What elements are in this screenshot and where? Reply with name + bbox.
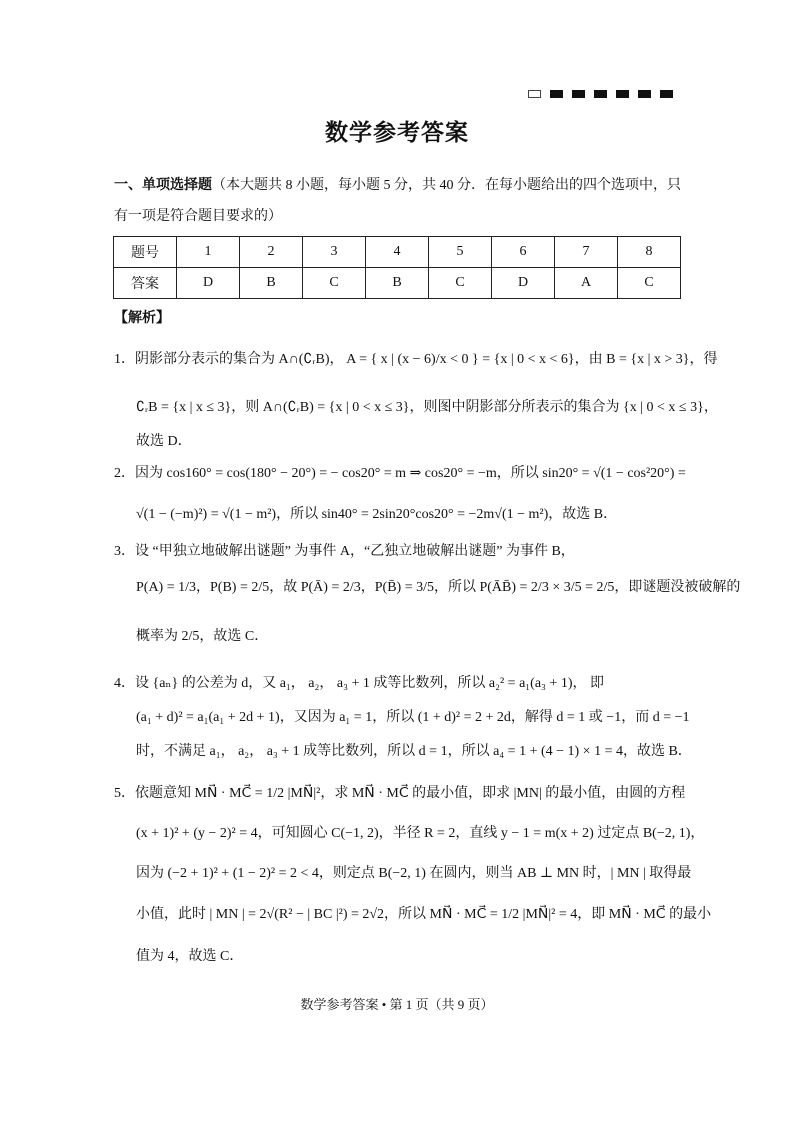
- solution-line: 小值，此时 | MN | = 2√(R² − | BC |²) = 2√2，所以 MN⃗ · MC⃗ = 1/2 |MN⃗|² = 4，即 MN⃗ · MC⃗ 的最小: [136, 907, 712, 922]
- solution-line: 4．设 {aₙ} 的公差为 d，又 a₁， a₂， a₃ + 1 成等比数列，所以 a₂² = a₁(a₃ + 1)， 即: [114, 676, 604, 691]
- table-row-answers: [114, 268, 681, 299]
- page-footer: 数学参考答案 • 第 1 页（共 9 页）: [300, 997, 494, 1012]
- analysis-label: 【解析】: [114, 311, 170, 326]
- filled-square-mark: [660, 90, 673, 98]
- filled-square-mark: [572, 90, 585, 98]
- question-number: 5: [429, 237, 492, 268]
- answer-cell: A: [555, 268, 618, 299]
- solution-line: (x + 1)² + (y − 2)² = 4，可知圆心 C(−1, 2)，半径 R = 2，直线 y − 1 = m(x + 2) 过定点 B(−2, 1)，: [136, 826, 705, 841]
- answer-cell: B: [366, 268, 429, 299]
- filled-square-mark: [616, 90, 629, 98]
- answer-cell: C: [429, 268, 492, 299]
- solution-line: 3．设 “甲独立地破解出谜题” 为事件 A，“乙独立地破解出谜题” 为事件 B，: [114, 544, 575, 559]
- filled-square-mark: [638, 90, 651, 98]
- question-number: 6: [492, 237, 555, 268]
- solution-line: 概率为 2/5，故选 C．: [136, 629, 269, 644]
- section-description: （本大题共 8 小题，每小题 5 分，共 40 分．在每小题给出的四个选项中，只: [212, 178, 681, 193]
- row-label: 题号: [114, 237, 177, 268]
- question-number: 8: [618, 237, 681, 268]
- answer-cell: C: [618, 268, 681, 299]
- question-number: 7: [555, 237, 618, 268]
- section-description-2: 有一项是符合题目要求的）: [114, 209, 282, 224]
- question-number: 1: [177, 237, 240, 268]
- section-heading-line: [114, 174, 681, 194]
- header-marks: [528, 90, 673, 98]
- table-row-numbers: [114, 237, 681, 268]
- question-number: 2: [240, 237, 303, 268]
- question-number: 4: [366, 237, 429, 268]
- answer-table: [113, 236, 681, 299]
- solution-line: 2．因为 cos160° = cos(180° − 20°) = − cos20° = m ⇒ cos20° = −m，所以 sin20° = √(1 − cos²20°) =: [114, 466, 686, 481]
- page-title: 数学参考答案: [325, 119, 469, 146]
- question-number: 3: [303, 237, 366, 268]
- solution-line: 5．依题意知 MN⃗ · MC⃗ = 1/2 |MN⃗|²，求 MN⃗ · MC⃗ 的最小值，即求 |MN| 的最小值，由圆的方程: [114, 786, 686, 801]
- answer-cell: B: [240, 268, 303, 299]
- solution-line: 故选 D．: [136, 434, 192, 449]
- solution-line: 值为 4，故选 C．: [136, 949, 244, 964]
- section-heading: 一、单项选择题: [114, 178, 212, 193]
- answer-cell: C: [303, 268, 366, 299]
- solution-line: 时，不满足 a₁， a₂， a₃ + 1 成等比数列，所以 d = 1，所以 a₄ = 1 + (4 − 1) × 1 = 4，故选 B．: [136, 744, 692, 759]
- row-label: 答案: [114, 268, 177, 299]
- solution-line: 因为 (−2 + 1)² + (1 − 2)² = 2 < 4，则定点 B(−2, 1) 在圆内，则当 AB ⊥ MN 时，| MN | 取得最: [136, 866, 692, 881]
- solution-line: P(A) = 1/3，P(B) = 2/5，故 P(Ā) = 2/3，P(B̄) = 3/5，所以 P(ĀB̄) = 2/3 × 3/5 = 2/5，即谜题没被破解的: [136, 580, 741, 595]
- solution-line: √(1 − (−m)²) = √(1 − m²)，所以 sin40° = 2sin20°cos20° = −2m√(1 − m²)，故选 B．: [136, 507, 618, 522]
- solution-line: ∁ᵣB = {x | x ≤ 3}，则 A∩(∁ᵣB) = {x | 0 < x ≤ 3}，则图中阴影部分所表示的集合为 {x | 0 < x ≤ 3}，: [136, 400, 718, 415]
- solution-line: 1．阴影部分表示的集合为 A∩(∁ᵣB)， A = { x | (x − 6)/x < 0 } = {x | 0 < x < 6}，由 B = {x | x > 3}，得: [114, 352, 718, 367]
- filled-square-mark: [594, 90, 607, 98]
- solution-line: (a₁ + d)² = a₁(a₁ + 2d + 1)，又因为 a₁ = 1，所以 (1 + d)² = 2 + 2d，解得 d = 1 或 −1，而 d = −1: [136, 710, 690, 725]
- outline-square-mark: [528, 90, 541, 98]
- answer-cell: D: [492, 268, 555, 299]
- filled-square-mark: [550, 90, 563, 98]
- answer-cell: D: [177, 268, 240, 299]
